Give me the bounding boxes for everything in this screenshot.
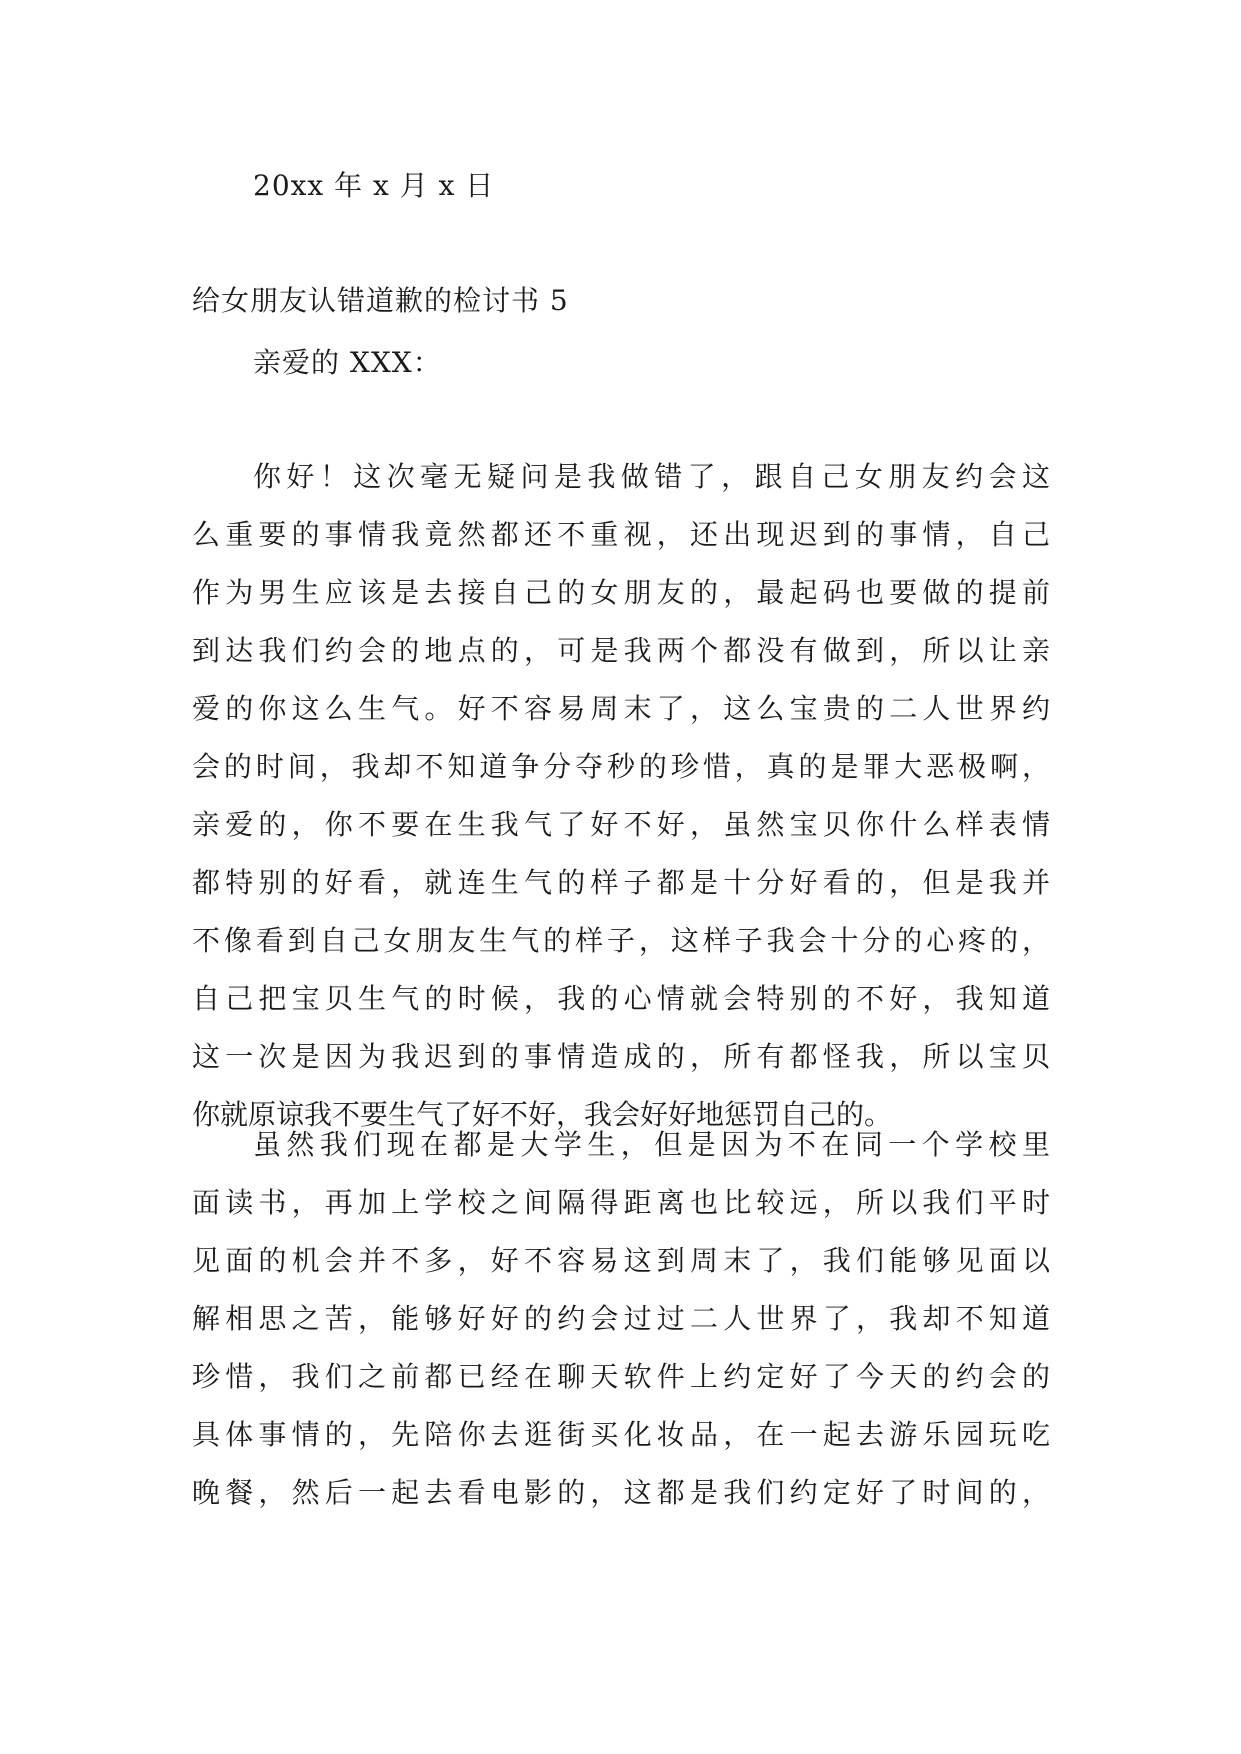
paragraph-line: 作为男生应该是去接自己的女朋友的，最起码也要做的提前 bbox=[192, 576, 1050, 609]
paragraph-line: 亲爱的，你不要在生我气了好不好，虽然宝贝你什么样表情 bbox=[192, 808, 1050, 841]
paragraph-line: 都特别的好看，就连生气的样子都是十分好看的，但是我并 bbox=[192, 866, 1050, 899]
paragraph-line: 自己把宝贝生气的时候，我的心情就会特别的不好，我知道 bbox=[192, 982, 1050, 1015]
paragraph-line: 珍惜，我们之前都已经在聊天软件上约定好了今天的约会的 bbox=[192, 1360, 1050, 1393]
paragraph-line: 晚餐，然后一起去看电影的，这都是我们约定好了时间的， bbox=[192, 1476, 1050, 1509]
paragraph-line: 到达我们约会的地点的，可是我两个都没有做到，所以让亲 bbox=[192, 634, 1050, 667]
paragraph-line: 虽然我们现在都是大学生，但是因为不在同一个学校里 bbox=[253, 1128, 1050, 1161]
paragraph-line: 这一次是因为我迟到的事情造成的，所有都怪我，所以宝贝 bbox=[192, 1040, 1050, 1073]
paragraph-line: 具体事情的，先陪你去逛街买化妆品，在一起去游乐园玩吃 bbox=[192, 1418, 1050, 1451]
paragraph-line: 你就原谅我不要生气了好不好，我会好好地惩罚自己的。 bbox=[192, 1098, 893, 1131]
paragraph-line: 不像看到自己女朋友生气的样子，这样子我会十分的心疼的， bbox=[192, 924, 1050, 957]
paragraph-line: 解相思之苦，能够好好的约会过过二人世界了，我却不知道 bbox=[192, 1302, 1050, 1335]
paragraph-line: 面读书，再加上学校之间隔得距离也比较远，所以我们平时 bbox=[192, 1186, 1050, 1219]
paragraph-line: 么重要的事情我竟然都还不重视，还出现迟到的事情，自己 bbox=[192, 518, 1050, 551]
paragraph-line: 见面的机会并不多，好不容易这到周末了，我们能够见面以 bbox=[192, 1244, 1050, 1277]
paragraph-line: 爱的你这么生气。好不容易周末了，这么宝贵的二人世界约 bbox=[192, 692, 1050, 725]
letter-title: 给女朋友认错道歉的检讨书 5 bbox=[192, 284, 569, 317]
paragraph-2 bbox=[192, 1116, 1050, 1522]
paragraph-1 bbox=[192, 448, 1050, 1144]
date-line: 20xx 年 x 月 x 日 bbox=[253, 169, 495, 202]
paragraph-line: 你好！这次毫无疑问是我做错了，跟自己女朋友约会这 bbox=[253, 460, 1050, 493]
salutation: 亲爱的 XXX： bbox=[253, 346, 442, 379]
paragraph-line: 会的时间，我却不知道争分夺秒的珍惜，真的是罪大恶极啊， bbox=[192, 750, 1050, 783]
